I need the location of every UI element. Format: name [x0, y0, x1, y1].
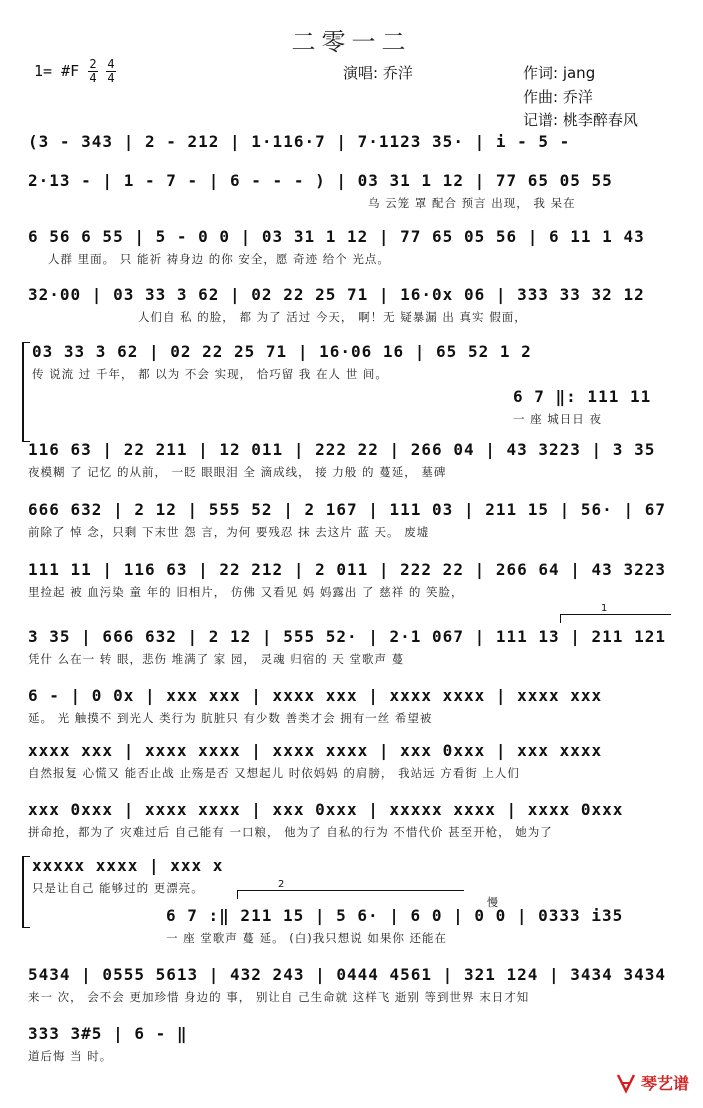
lyric-line: 夜模糊 了 记忆 的从前， 一眨 眼眼泪 全 滴成线， 接 力般 的 蔓延， 墓碑	[28, 465, 447, 479]
notation-line: 111 11 | 116 63 | 22 212 | 2 011 | 222 22 | 266 64 | 43 3223	[28, 560, 666, 579]
notation-line: 666 632 | 2 12 | 555 52 | 2 167 | 111 03 | 211 15 | 56· | 67	[28, 500, 666, 519]
notation-line: 5434 | 0555 5613 | 432 243 | 0444 4561 | 321 124 | 3434 3434	[28, 965, 666, 984]
volta-bracket-1: 1	[560, 614, 671, 623]
notation-line: 6 7 ‖: 111 11	[513, 387, 652, 406]
lyric-line: 里捡起 被 血污染 童 年的 旧相片， 仿佛 又看见 妈 妈露出 了 慈祥 的 笑脸，	[28, 585, 464, 599]
notation-line: xxxxx xxxx | xxx x	[32, 856, 224, 875]
repeat-bracket	[22, 856, 30, 928]
time-signature-4-4: 4 4	[107, 57, 115, 85]
lyricist-credit: 作词: jang	[523, 64, 596, 82]
lyric-line: 自然报复 心慌又 能否止战 止殇是否 又想起儿 时依妈妈 的肩膀， 我站远 方看街 上人们	[28, 766, 520, 780]
lyric-line: 一 座 堂歌声 蔓 延。 (白)我只想说 如果你 还能在	[166, 931, 448, 945]
notation-line: 116 63 | 22 211 | 12 011 | 222 22 | 266 04 | 43 3223 | 3 35	[28, 440, 656, 459]
key-signature: 1= #F	[34, 62, 80, 80]
notation-line: 2·13 - | 1 - 7 - | 6 - - - ) | 03 31 1 12 | 77 65 05 55	[28, 171, 613, 190]
notation-line: 3 35 | 666 632 | 2 12 | 555 52· | 2·1 067 | 111 13 | 211 121	[28, 627, 666, 646]
notation-line: xxx 0xxx | xxxx xxxx | xxx 0xxx | xxxxx xxxx | xxxx 0xxx	[28, 800, 624, 819]
site-logo[interactable]	[615, 1071, 689, 1094]
notation-line: 6 7 :‖ 211 15 | 5 6· | 6 0 | 0 0 | 0333 i35	[166, 906, 624, 925]
lyric-line: 一 座 城日日 夜	[513, 412, 602, 426]
lyric-line: 延。 光 触摸不 到光人 类行为 肮脏只 有少数 善类才会 拥有一丝 希望被	[28, 711, 433, 725]
song-title: 二零一二	[291, 28, 412, 56]
lyric-line: 拼命抢，都为了 灾难过后 自己能有 一口粮， 他为了 自私的行为 不惜代价 甚至开枪， 她为了	[28, 825, 553, 839]
time-signature-2-4: 2 4	[89, 57, 97, 85]
singer-credit: 演唱: 乔洋	[343, 64, 413, 82]
lyric-line: 传 说流 过 千年， 都 以为 不会 实现， 恰巧留 我 在人 世 间。	[32, 367, 388, 381]
notation-line: 03 33 3 62 | 02 22 25 71 | 16·06 16 | 65 52 1 2	[32, 342, 532, 361]
tempo-mark: 慢	[487, 896, 498, 909]
logo-text: 琴艺谱	[640, 1074, 689, 1093]
composer-credit: 作曲: 乔洋	[523, 88, 593, 106]
logo-icon	[615, 1072, 637, 1094]
volta-bracket-2: 2	[237, 890, 464, 899]
lyric-line: 人们自 私 的脸， 都 为了 活过 今天， 啊！无 疑暴漏 出 真实 假面，	[138, 310, 527, 324]
lyric-line: 乌 云笼 罩 配合 预言 出现， 我 呆在	[368, 196, 576, 210]
lyric-line: 来一 次， 会不会 更加珍惜 身边的 事， 别让自 己生命就 这样飞 逝别 等到世界 末日才知	[28, 990, 530, 1004]
lyric-line: 道后悔 当 时。	[28, 1049, 113, 1063]
notation-line: 333 3#5 | 6 - ‖	[28, 1024, 188, 1043]
repeat-bracket	[22, 342, 30, 442]
lyric-line: 人群 里面。 只 能祈 祷身边 的你 安全，愿 奇迹 给个 光点。	[48, 252, 390, 266]
transcriber-credit: 记谱: 桃李醉春风	[523, 111, 638, 129]
notation-line: 32·00 | 03 33 3 62 | 02 22 25 71 | 16·0x 06 | 333 33 32 12	[28, 285, 645, 304]
lyric-line: 前除了 悼 念，只剩 下末世 怨 言，为何 要残忍 抹 去这片 蓝 天。 废墟	[28, 525, 430, 539]
notation-line: 6 56 6 55 | 5 - 0 0 | 03 31 1 12 | 77 65 05 56 | 6 11 1 43	[28, 227, 645, 246]
notation-line: xxxx xxx | xxxx xxxx | xxxx xxxx | xxx 0xxx | xxx xxxx	[28, 741, 603, 760]
lyric-line: 只是让自己 能够过的 更漂亮。	[32, 881, 204, 895]
notation-line: (3 - 343 | 2 - 212 | 1·116·7 | 7·1123 35· | i - 5 -	[28, 132, 571, 151]
lyric-line: 凭什 么在一 转 眼，悲伤 堆满了 家 园， 灵魂 归宿的 天 堂歌声 蔓	[28, 652, 405, 666]
notation-line: 6 - | 0 0x | xxx xxx | xxxx xxx | xxxx xxxx | xxxx xxx	[28, 686, 603, 705]
